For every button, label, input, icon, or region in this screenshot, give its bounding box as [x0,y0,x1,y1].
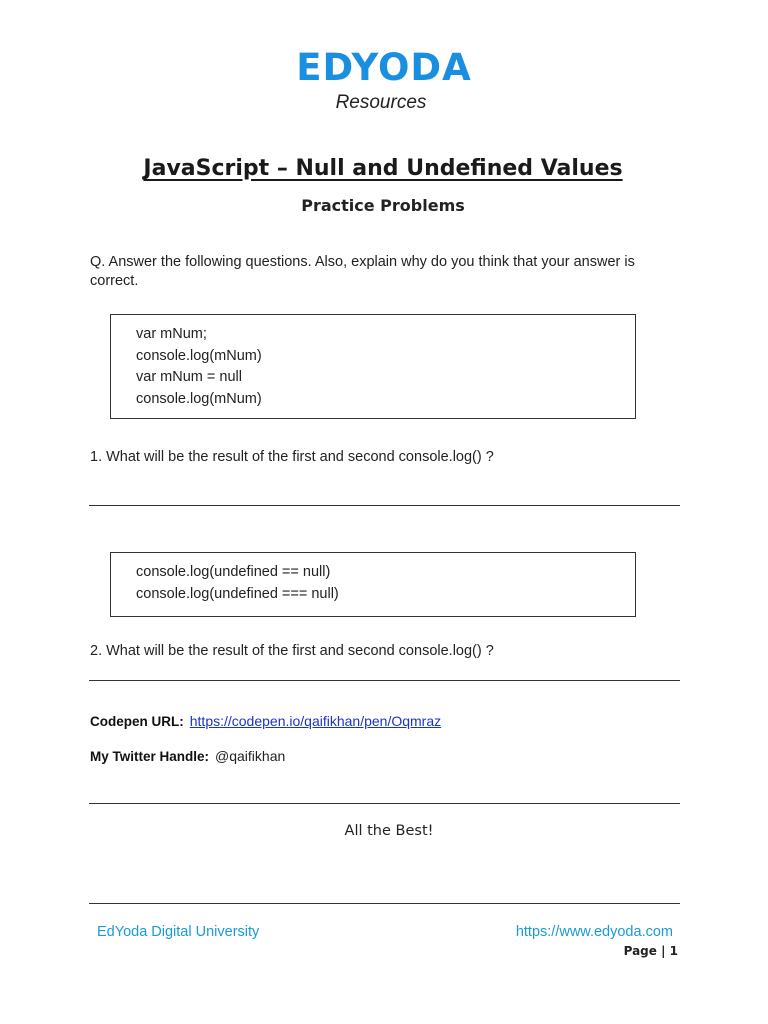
page-title: JavaScript – Null and Undefined Values [143,156,623,181]
code-block-2 [110,552,636,617]
twitter-row [90,747,285,766]
question-1: 1. What will be the result of the first and second console.log() ? [90,449,494,465]
codepen-link[interactable]: https://codepen.io/qaifikhan/pen/Oqmraz [189,713,442,729]
closing-message: All the Best! [344,823,434,839]
edyoda-logo: EDYODA [296,46,472,89]
twitter-handle: @qaifikhan [215,748,286,764]
divider [89,803,680,804]
footer-website-link[interactable]: https://www.edyoda.com [515,924,673,940]
codepen-label: Codepen URL: [90,714,184,729]
code-line: console.log(mNum) [136,390,262,407]
codepen-row [90,712,441,731]
code-line: var mNum; [136,326,207,342]
answer-line-2 [89,680,680,681]
page-number: Page | 1 [623,944,678,958]
question-2: 2. What will be the result of the first and second console.log() ? [90,643,494,659]
twitter-label: My Twitter Handle: [90,749,210,764]
code-block-1 [110,314,636,419]
footer-divider [89,903,680,904]
logo-subtitle: Resources [335,92,427,113]
code-line: var mNum = null [136,369,242,385]
question-intro: Q. Answer the following questions. Also, explain why do you think that your answer is correct. [90,254,635,289]
code-line: console.log(undefined == null) [136,564,331,580]
footer-university: EdYoda Digital University [97,924,260,940]
answer-line-1 [89,505,680,506]
page-subtitle: Practice Problems [301,196,465,215]
code-line: console.log(undefined === null) [136,585,339,602]
code-line: console.log(mNum) [136,347,262,364]
